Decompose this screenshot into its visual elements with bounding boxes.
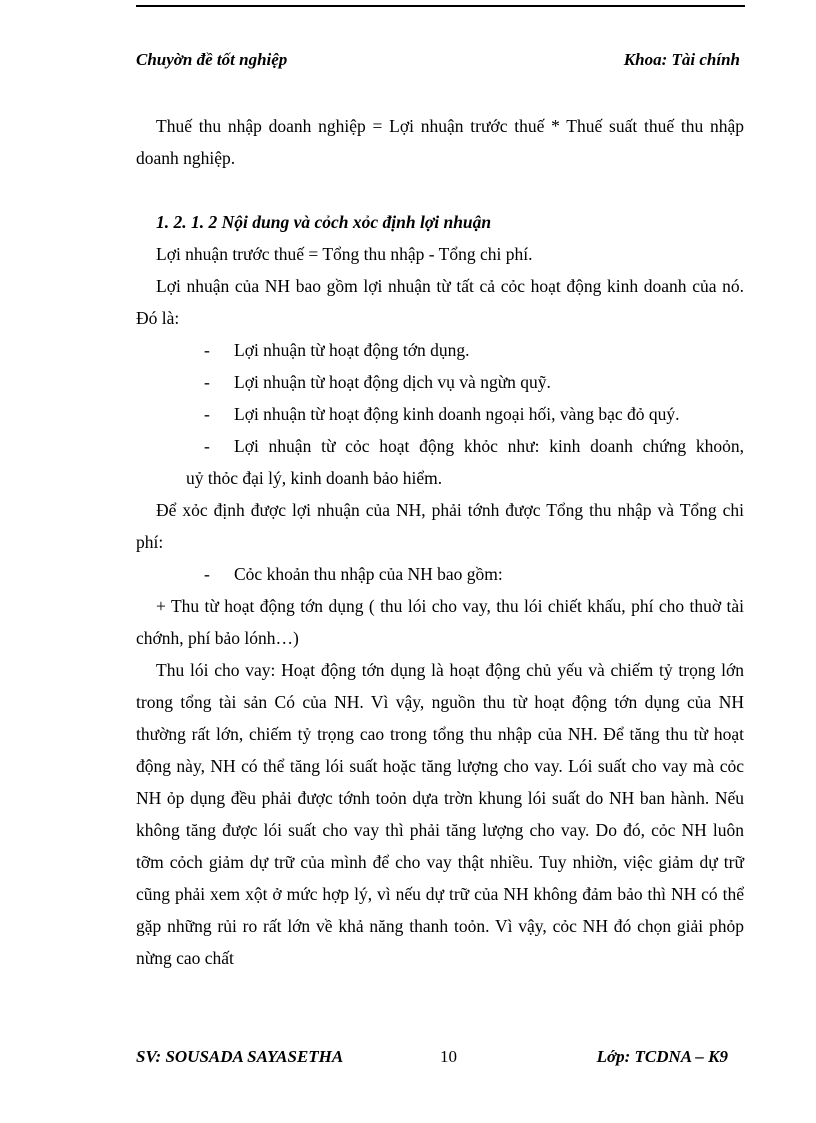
list-item: - Lợi nhuận từ hoạt động tớn dụng. bbox=[204, 340, 470, 360]
list-item-text: Lợi nhuận từ hoạt động tớn dụng. bbox=[234, 340, 470, 360]
list-item: - Cỏc khoản thu nhập của NH bao gồm: bbox=[204, 564, 503, 584]
document-body bbox=[136, 110, 744, 974]
list-item-continuation: uỷ thỏc đại lý, kinh doanh bảo hiểm. bbox=[186, 468, 443, 488]
list-item-text: Cỏc khoản thu nhập của NH bao gồm: bbox=[234, 564, 503, 584]
paragraph-tax: Thuế thu nhập doanh nghiệp = Lợi nhuận trước thuế * Thuế suất thuế thu nhập doanh nghiệp. bbox=[136, 116, 744, 168]
list-item: - Lợi nhuận từ hoạt động kinh doanh ngoại hối, vàng bạc đỏ quý. bbox=[204, 404, 680, 424]
footer-student: SV: SOUSADA SAYASETHA bbox=[136, 1047, 344, 1066]
list-item-text: Lợi nhuận từ hoạt động kinh doanh ngoại hối, vàng bạc đỏ quý. bbox=[234, 404, 680, 424]
header-rule bbox=[136, 5, 745, 7]
list-item-text: Lợi nhuận từ hoạt động dịch vụ và ngừn quỹ. bbox=[234, 372, 551, 392]
paragraph-determine: Để xỏc định được lợi nhuận của NH, phải tớnh được Tổng thu nhập và Tổng chi phí: bbox=[136, 500, 744, 552]
section-heading: 1. 2. 1. 2 Nội dung và cỏch xỏc định lợi nhuận bbox=[156, 212, 492, 232]
footer-class: Lớp: TCDNA – K9 bbox=[596, 1047, 728, 1066]
page-number: 10 bbox=[440, 1047, 457, 1066]
list-item-text: Lợi nhuận từ cỏc hoạt động khỏc như: kinh doanh chứng khoỏn, bbox=[234, 436, 744, 456]
header-left: Chuyờn đề tốt nghiệp bbox=[136, 50, 288, 69]
header-right: Khoa: Tài chính bbox=[623, 50, 740, 69]
list-item: - Lợi nhuận từ cỏc hoạt động khỏc như: kinh doanh chứng khoỏn, bbox=[204, 436, 744, 456]
paragraph-loan-interest: Thu lói cho vay: Hoạt động tớn dụng là hoạt động chủ yếu và chiếm tỷ trọng lớn trong tổng tài sản Có của NH. Vì vậy, nguồn thu từ hoạt động tớn dụng của NH thường rất lớn, chiếm tỷ trọng cao trong tổng thu nhập của NH. Để tăng thu từ hoạt động này, NH có thể tăng lói suất hoặc tăng lượng cho vay. Lói suất cho vay mà cỏc NH ỏp dụng đều phải được tớnh toỏn dựa trờn khung lói suất do NH ban hành. Nếu không tăng được lói suất cho vay thì phải tăng lượng cho vay. Do đó, cỏc NH luôn tỡm cỏch giảm dự trữ của mình để cho vay thật nhiều. Tuy nhiờn, việc giảm dự trữ cũng phải xem xột ở mức hợp lý, vì nếu dự trữ của NH không đảm bảo thì NH có thể gặp những rủi ro rất lớn về khả năng thanh toỏn. Vì vậy, cỏc NH đó chọn giải phỏp nừng cao chất bbox=[136, 660, 744, 968]
paragraph-credit-income: + Thu từ hoạt động tớn dụng ( thu lói cho vay, thu lói chiết khấu, phí cho thuờ tài chớnh, phí bảo lónh…) bbox=[136, 596, 744, 648]
paragraph-intro: Lợi nhuận của NH bao gồm lợi nhuận từ tất cả cỏc hoạt động kinh doanh của nó. Đó là: bbox=[136, 276, 744, 328]
paragraph-formula: Lợi nhuận trước thuế = Tổng thu nhập - Tổng chi phí. bbox=[156, 244, 533, 264]
list-item: - Lợi nhuận từ hoạt động dịch vụ và ngừn quỹ. bbox=[204, 372, 551, 392]
